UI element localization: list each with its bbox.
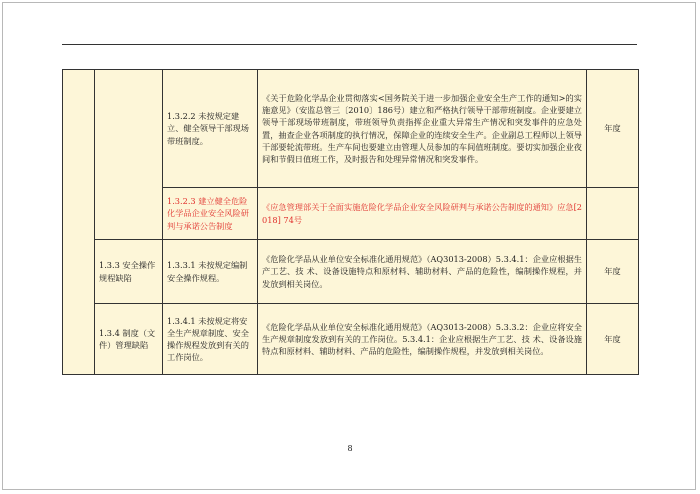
basis-cell: 《危险化学品从业单位安全标准化通用规范》（AQ3013-2008）5.3.4.1：企业应根据生产工艺、技 术、设备设施特点和原材料、辅助材料、产品的危险性，编制操作规程，并发放到相关岗位。	[258, 240, 587, 304]
item-cell: 1.3.4 制度（文件）管理缺陷	[95, 304, 163, 375]
basis-cell: 《应急管理部关于全面实施危险化学品企业安全风险研判与承诺公告制度的通知》应急[2018] 74号	[258, 188, 587, 240]
inspection-table	[62, 69, 639, 375]
frequency-cell	[587, 188, 639, 240]
frequency-cell: 年度	[587, 240, 639, 304]
item-cell: 1.3.3 安全操作规程缺陷	[95, 240, 163, 304]
table-row	[63, 304, 639, 375]
sub-item-cell: 1.3.2.3 建立健全危险化学品企业安全风险研判与承诺公告制度	[163, 188, 258, 240]
basis-cell: 《危险化学品从业单位安全标准化通用规范》（AQ3013-2008）5.3.3.2：企业应将安全生产规章制度发放到有关的工作岗位。5.3.4.1：企业应根据生产工艺、技 术、设备设施特点和原材料、辅助材料、产品的危险性，编制操作规程，并发放到相关岗位。	[258, 304, 587, 375]
header-rule	[62, 44, 637, 45]
sub-item-cell: 1.3.4.1 未按规定将安全生产规章制度、安全操作规程发放到有关的工作岗位。	[163, 304, 258, 375]
frequency-cell: 年度	[587, 70, 639, 188]
sub-item-cell: 1.3.3.1 未按规定编制安全操作规程。	[163, 240, 258, 304]
page-number: 8	[347, 444, 353, 453]
sub-item-cell: 1.3.2.2 未按规定建立、健全领导干部现场带班制度。	[163, 70, 258, 188]
basis-cell: 《关于危险化学品企业贯彻落实<国务院关于进一步加强企业安全生产工作的通知>的实施意见》（安监总管三〔2010〕186号）建立和严格执行领导干部带班制度。企业要建立领导干部现场带班制度，带班领导负责指挥企业重大异常生产情况和突发事件的应急处置，抽查企业各项制度的执行情况，保障企业的连续安全生产。企业副总工程师以上领导干部要轮流带班。生产车间也要建立由管理人员参加的车间值班制度。要切实加强企业夜间和节假日值班工作，及时报告和处理异常情况和突发事件。	[258, 70, 587, 188]
item-cell	[95, 70, 163, 240]
table-row	[63, 240, 639, 304]
frequency-cell: 年度	[587, 304, 639, 375]
table-row	[63, 70, 639, 188]
category-cell	[63, 70, 95, 375]
